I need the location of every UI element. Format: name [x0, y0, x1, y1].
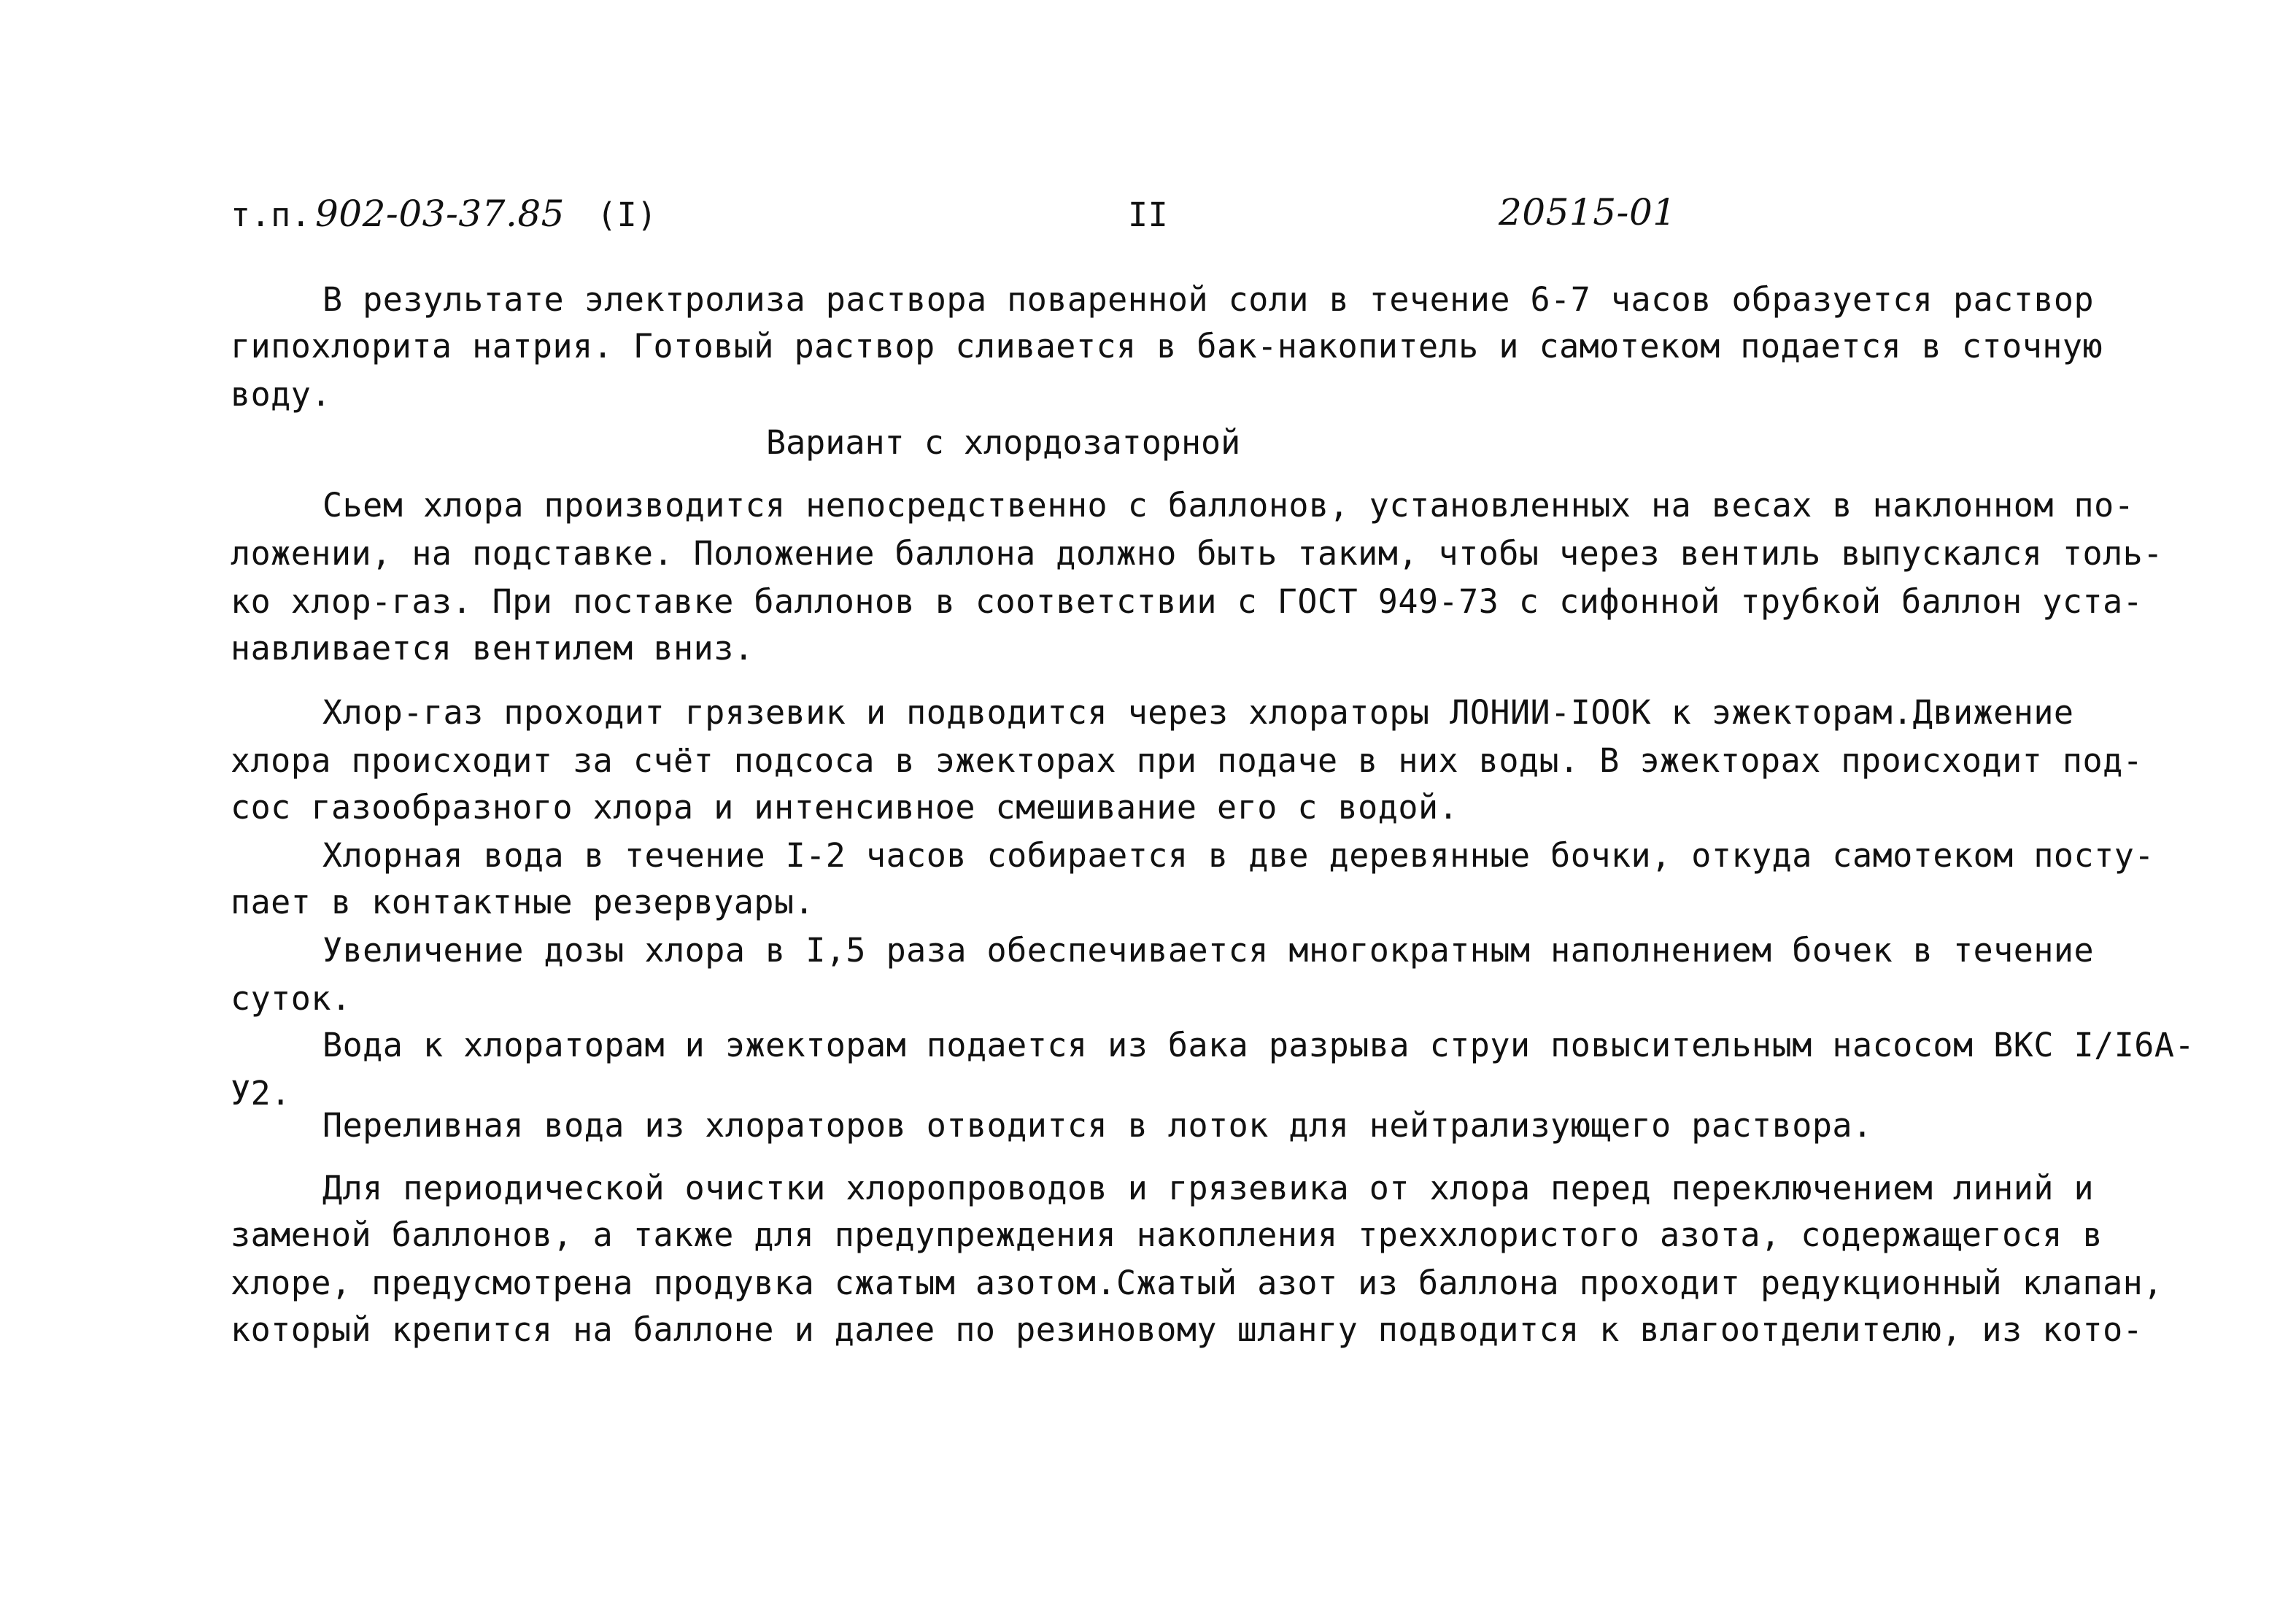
- p8-line-2: заменой баллонов, а также для предупреждения накопления треххлористого азота, содержащегося в: [231, 1215, 2103, 1254]
- p3-line-2: хлора происходит за счёт подсоса в эжекторах при подаче в них воды. В эжекторах происходит под-: [231, 741, 2144, 780]
- p3-line-1: Хлор-газ проходит грязевик и подводится через хлораторы ЛОНИИ-IOOK к эжекторам.Движение: [322, 693, 2074, 732]
- p3-line-3: сос газообразного хлора и интенсивное смешивание его с водой.: [231, 788, 1459, 827]
- section-title: Вариант с хлордозаторной: [766, 423, 1241, 462]
- p5-line-1: Увеличение дозы хлора в I,5 раза обеспечивается многократным наполнением бочек в течение: [322, 931, 2095, 970]
- p1-line-2: гипохлорита натрия. Готовый раствор сливается в бак-накопитель и самотеком подается в сточную: [231, 327, 2103, 366]
- p6-line-1: Вода к хлораторам и эжекторам подается из бака разрыва струи повысительным насосом ВКС I/I6A-: [322, 1026, 2195, 1064]
- p2-line-4: навливается вентилем вниз.: [231, 629, 754, 668]
- p8-line-3: хлоре, предусмотрена продувка сжатым азотом.Сжатый азот из баллона проходит редукционный клапан,: [231, 1264, 2163, 1302]
- p2-line-2: ложении, на подставке. Положение баллона должно быть таким, чтобы через вентиль выпускался толь-: [231, 534, 2163, 573]
- header-part: (I): [597, 196, 657, 234]
- p5-line-2: суток.: [231, 979, 352, 1018]
- p1-line-3: воду.: [231, 375, 331, 414]
- p2-line-3: ко хлор-газ. При поставке баллонов в соответствии с ГОСТ 949-73 с сифонной трубкой баллон уста-: [231, 582, 2144, 621]
- p4-line-2: пает в контактные резервуары.: [231, 883, 815, 921]
- header-page-number: II: [1128, 196, 1169, 234]
- p8-line-4: который крепится на баллоне и далее по резиновому шлангу подводится к влагоотделителю, из кото-: [231, 1310, 2144, 1349]
- header-doc-number: 902-03-37.85: [315, 193, 565, 235]
- p2-line-1: Сьем хлора производится непосредственно с баллонов, установленных на весах в наклонном по-: [322, 486, 2135, 525]
- header-doc-prefix: т.п.: [231, 196, 312, 234]
- p6-line-2: У2.: [231, 1074, 291, 1113]
- p1-line-1: В результате электролиза раствора поваренной соли в течение 6-7 часов образуется раствор: [322, 280, 2095, 319]
- p8-line-1: Для периодической очистки хлоропроводов и грязевика от хлора перед переключением линий и: [322, 1169, 2095, 1207]
- p7-line-1: Переливная вода из хлораторов отводится в лоток для нейтрализующего раствора.: [322, 1106, 1873, 1145]
- p4-line-1: Хлорная вода в течение I-2 часов собирается в две деревянные бочки, откуда самотеком посту-: [322, 836, 2154, 875]
- header-archive-number: 20515-01: [1499, 191, 1677, 233]
